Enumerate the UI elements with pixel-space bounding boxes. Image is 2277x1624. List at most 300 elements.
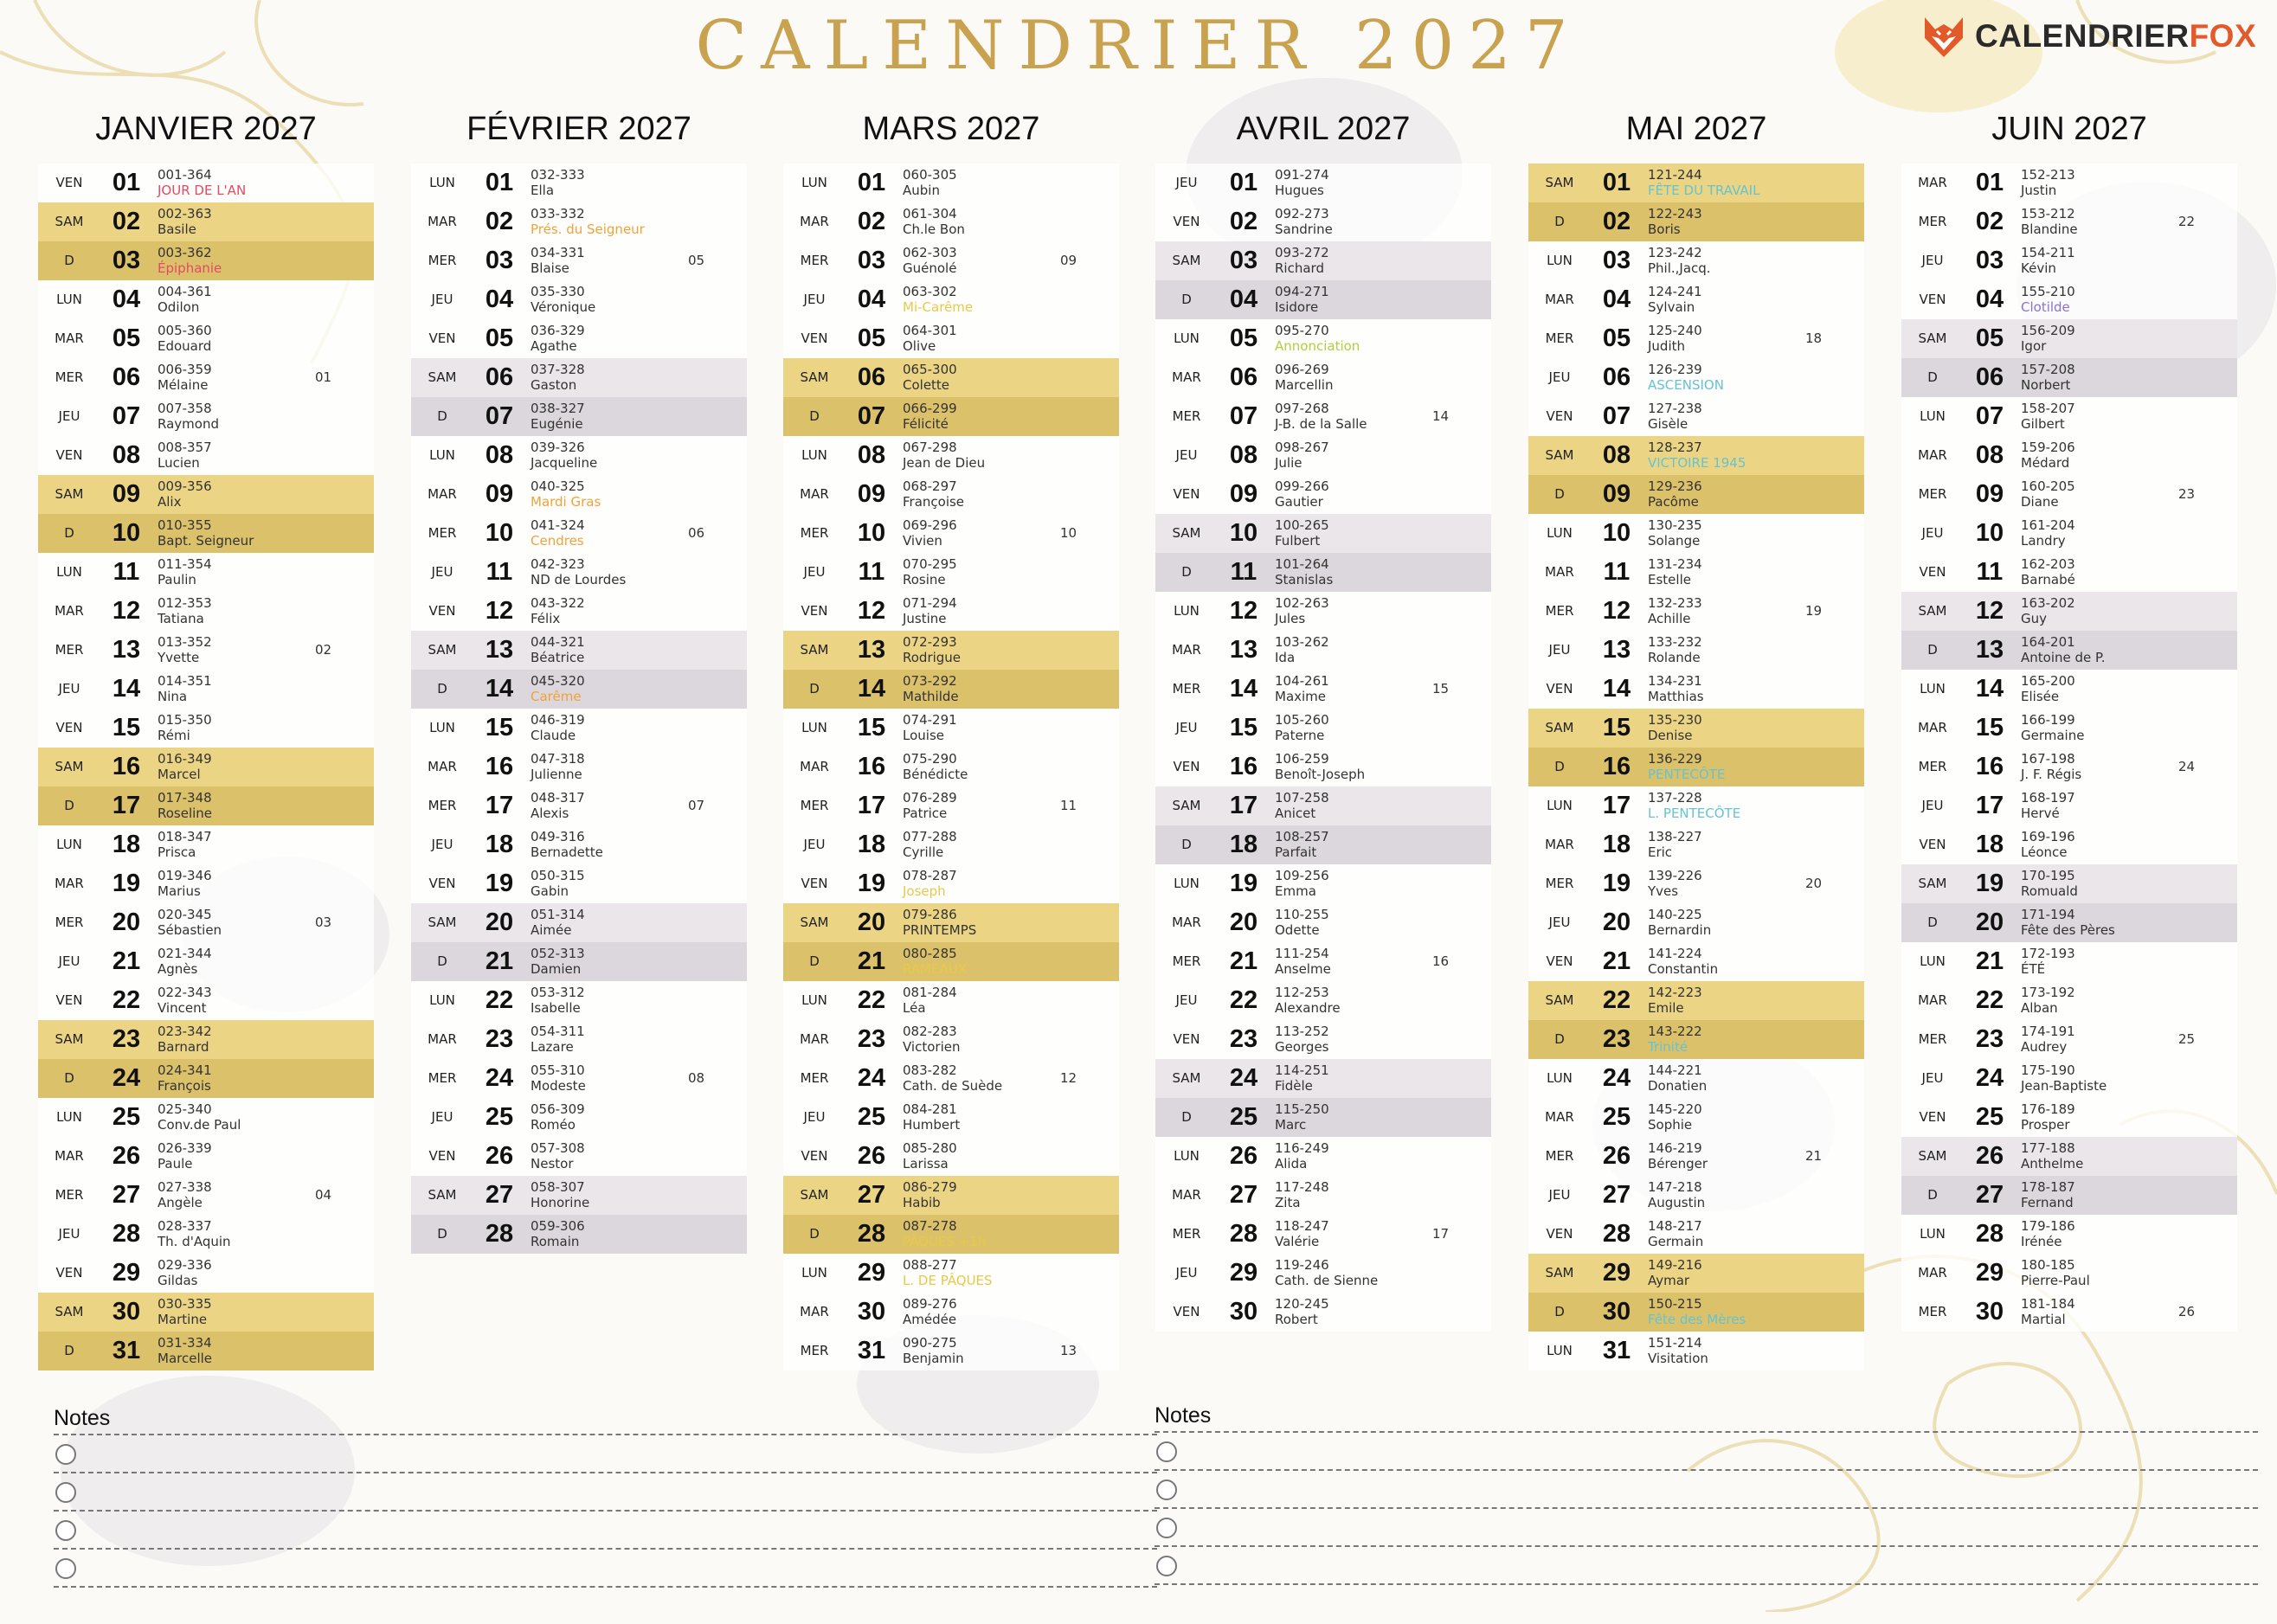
day-number: 17 [485, 792, 514, 819]
day-row[interactable] [1528, 670, 1864, 709]
day-row[interactable] [1155, 1059, 1491, 1098]
day-row[interactable] [38, 1098, 374, 1137]
day-row[interactable] [1155, 786, 1491, 825]
day-row[interactable] [1528, 1332, 1864, 1370]
day-row[interactable] [783, 1254, 1119, 1293]
day-row[interactable] [411, 358, 747, 397]
day-of-year-code: 105-260 [1275, 712, 1329, 728]
day-of-year-code: 005-360 [158, 323, 212, 338]
day-row[interactable] [411, 1215, 747, 1254]
day-number: 05 [485, 324, 514, 352]
day-number: 22 [857, 986, 886, 1014]
holiday-label: Fête des Mères [1648, 1312, 1746, 1327]
day-row[interactable] [411, 942, 747, 981]
saint-name: Pierre-Paul [2021, 1273, 2090, 1288]
day-number: 15 [112, 714, 141, 741]
day-row[interactable] [38, 241, 374, 280]
day-row[interactable] [1901, 553, 2237, 592]
day-row[interactable] [1901, 864, 2237, 903]
day-row[interactable] [38, 631, 374, 670]
day-row[interactable] [783, 631, 1119, 670]
day-row[interactable] [38, 319, 374, 358]
day-row[interactable] [783, 981, 1119, 1020]
day-row[interactable] [783, 1020, 1119, 1059]
saint-name: Cath. de Suède [903, 1078, 1003, 1094]
day-row[interactable] [1155, 592, 1491, 631]
day-row[interactable] [38, 164, 374, 202]
saint-name: Tatiana [158, 611, 204, 626]
day-row[interactable] [1528, 514, 1864, 553]
day-row[interactable] [1155, 475, 1491, 514]
note-line[interactable] [54, 1510, 1157, 1548]
saint-name: Bérenger [1648, 1156, 1708, 1171]
day-row[interactable] [1528, 436, 1864, 475]
day-row[interactable] [411, 1020, 747, 1059]
day-number: 03 [485, 247, 514, 274]
day-row[interactable] [783, 864, 1119, 903]
day-row[interactable] [1528, 592, 1864, 631]
day-row[interactable] [1528, 786, 1864, 825]
day-row[interactable] [38, 1137, 374, 1176]
day-row[interactable] [1901, 1254, 2237, 1293]
day-row[interactable] [1901, 202, 2237, 241]
day-row[interactable] [411, 709, 747, 748]
day-row[interactable] [411, 319, 747, 358]
day-row[interactable] [1901, 592, 2237, 631]
day-row[interactable] [1528, 1098, 1864, 1137]
day-row[interactable] [38, 1020, 374, 1059]
day-row[interactable] [783, 319, 1119, 358]
day-row[interactable] [38, 436, 374, 475]
day-of-week: D [1181, 837, 1192, 852]
day-row[interactable] [38, 670, 374, 709]
day-row[interactable] [783, 1332, 1119, 1370]
day-row[interactable] [38, 397, 374, 436]
day-row[interactable] [1528, 1254, 1864, 1293]
day-number: 01 [1229, 169, 1258, 196]
day-number: 03 [1602, 247, 1631, 274]
day-of-week: JEU [431, 1109, 453, 1125]
day-row[interactable] [1155, 903, 1491, 942]
day-row[interactable] [1528, 202, 1864, 241]
day-of-year-code: 068-297 [903, 478, 957, 494]
saint-name: Anthelme [2021, 1156, 2084, 1171]
day-row[interactable] [38, 280, 374, 319]
day-number: 22 [485, 986, 514, 1014]
day-row[interactable] [1528, 319, 1864, 358]
day-row[interactable] [38, 709, 374, 748]
day-row[interactable] [783, 1215, 1119, 1254]
day-row[interactable] [1155, 1020, 1491, 1059]
week-number: 07 [688, 798, 705, 813]
note-line[interactable] [1155, 1545, 2258, 1583]
day-row[interactable] [1155, 1293, 1491, 1332]
day-row[interactable] [1901, 358, 2237, 397]
saint-name: Alexis [531, 806, 569, 821]
saint-name: Guénolé [903, 260, 957, 276]
day-row[interactable] [1901, 1059, 2237, 1098]
day-row[interactable] [38, 514, 374, 553]
day-row[interactable] [1528, 748, 1864, 786]
day-row[interactable] [1155, 670, 1491, 709]
day-number: 20 [112, 908, 141, 936]
day-row[interactable] [1155, 709, 1491, 748]
note-line[interactable] [54, 1434, 1157, 1472]
day-row[interactable] [1528, 475, 1864, 514]
day-row[interactable] [411, 241, 747, 280]
day-of-week: MAR [1545, 564, 1574, 580]
day-row[interactable] [411, 825, 747, 864]
day-number: 28 [112, 1220, 141, 1248]
day-number: 10 [485, 519, 514, 547]
day-row[interactable] [1155, 748, 1491, 786]
day-number: 28 [1229, 1220, 1258, 1248]
day-of-week: VEN [428, 331, 456, 346]
day-number: 15 [485, 714, 514, 741]
checkbox-circle-icon[interactable] [1156, 1441, 1177, 1462]
day-row[interactable] [783, 1098, 1119, 1137]
saint-name: Bénédicte [903, 767, 968, 782]
day-row[interactable] [1901, 1020, 2237, 1059]
day-row[interactable] [1155, 436, 1491, 475]
day-of-year-code: 021-344 [158, 946, 212, 961]
day-row[interactable] [783, 786, 1119, 825]
day-of-year-code: 037-328 [531, 362, 585, 377]
day-of-year-code: 112-253 [1275, 985, 1329, 1000]
day-of-week: SAM [1918, 1148, 1947, 1164]
day-of-week: VEN [1919, 564, 1946, 580]
day-row[interactable] [38, 1332, 374, 1370]
checkbox-circle-icon[interactable] [1156, 1480, 1177, 1500]
day-of-year-code: 008-357 [158, 440, 212, 455]
day-row[interactable] [38, 1254, 374, 1293]
day-number: 25 [485, 1103, 514, 1131]
day-number: 21 [857, 947, 886, 975]
day-row[interactable] [783, 1293, 1119, 1332]
day-row[interactable] [38, 786, 374, 825]
day-row[interactable] [1901, 280, 2237, 319]
day-row[interactable] [411, 786, 747, 825]
day-of-week: SAM [428, 642, 457, 658]
day-row[interactable] [38, 1293, 374, 1332]
day-row[interactable] [411, 748, 747, 786]
day-of-year-code: 059-306 [531, 1218, 585, 1234]
day-row[interactable] [38, 592, 374, 631]
day-row[interactable] [1528, 981, 1864, 1020]
day-number: 27 [1602, 1181, 1631, 1209]
day-number: 03 [1975, 247, 2004, 274]
day-of-week: JEU [431, 837, 453, 852]
day-row[interactable] [411, 631, 747, 670]
checkbox-circle-icon[interactable] [55, 1444, 76, 1465]
saint-name: Audrey [2021, 1039, 2068, 1055]
day-row[interactable] [783, 1176, 1119, 1215]
holiday-label: FÊTE DU TRAVAIL [1648, 183, 1760, 198]
day-of-week: MAR [1918, 175, 1947, 190]
day-row[interactable] [411, 202, 747, 241]
day-row[interactable] [783, 1059, 1119, 1098]
day-row[interactable] [1155, 864, 1491, 903]
day-row[interactable] [411, 280, 747, 319]
note-line[interactable] [1155, 1469, 2258, 1507]
day-row[interactable] [1528, 164, 1864, 202]
day-of-week: JEU [803, 292, 826, 307]
day-number: 23 [1602, 1025, 1631, 1053]
day-of-year-code: 034-331 [531, 245, 585, 260]
week-number: 04 [315, 1187, 332, 1203]
saint-name: Cath. de Sienne [1275, 1273, 1379, 1288]
day-of-week: JEU [1548, 915, 1571, 930]
day-row[interactable] [1901, 631, 2237, 670]
day-row[interactable] [783, 825, 1119, 864]
day-row[interactable] [1155, 280, 1491, 319]
day-row[interactable] [38, 825, 374, 864]
day-row[interactable] [1155, 397, 1491, 436]
day-of-year-code: 001-364 [158, 167, 212, 183]
checkbox-circle-icon[interactable] [1156, 1518, 1177, 1538]
day-row[interactable] [1528, 358, 1864, 397]
day-row[interactable] [783, 670, 1119, 709]
day-row[interactable] [1901, 1176, 2237, 1215]
day-row[interactable] [38, 475, 374, 514]
checkbox-circle-icon[interactable] [1156, 1556, 1177, 1576]
day-row[interactable] [1155, 1254, 1491, 1293]
day-of-week: MER [1545, 876, 1574, 891]
day-row[interactable] [783, 280, 1119, 319]
saint-name: Françoise [903, 494, 965, 510]
day-row[interactable] [1901, 319, 2237, 358]
day-of-week: LUN [429, 447, 455, 463]
day-row[interactable] [411, 514, 747, 553]
day-of-year-code: 104-261 [1275, 673, 1329, 689]
day-row[interactable] [411, 1176, 747, 1215]
day-row[interactable] [1901, 164, 2237, 202]
day-row[interactable] [38, 1059, 374, 1098]
day-row[interactable] [783, 358, 1119, 397]
day-row[interactable] [1528, 241, 1864, 280]
day-row[interactable] [783, 397, 1119, 436]
day-row[interactable] [1155, 164, 1491, 202]
day-row[interactable] [38, 358, 374, 397]
day-row[interactable] [783, 202, 1119, 241]
day-of-week: LUN [429, 992, 455, 1008]
day-row[interactable] [1901, 397, 2237, 436]
day-row[interactable] [1155, 319, 1491, 358]
day-row[interactable] [783, 241, 1119, 280]
saint-name: Amédée [903, 1312, 957, 1327]
day-row[interactable] [411, 1098, 747, 1137]
day-row[interactable] [411, 475, 747, 514]
day-row[interactable] [1901, 942, 2237, 981]
day-row[interactable] [1155, 241, 1491, 280]
day-row[interactable] [1155, 981, 1491, 1020]
day-row[interactable] [1901, 903, 2237, 942]
day-of-year-code: 170-195 [2021, 868, 2075, 883]
day-of-year-code: 146-219 [1648, 1140, 1702, 1156]
day-row[interactable] [38, 903, 374, 942]
day-of-week: LUN [801, 992, 827, 1008]
day-row[interactable] [1901, 825, 2237, 864]
day-row[interactable] [783, 942, 1119, 981]
day-row[interactable] [1528, 397, 1864, 436]
day-row[interactable] [783, 709, 1119, 748]
saint-name: Visitation [1648, 1351, 1708, 1366]
day-of-year-code: 009-356 [158, 478, 212, 494]
checkbox-circle-icon[interactable] [55, 1558, 76, 1579]
day-number: 12 [1602, 597, 1631, 625]
day-row[interactable] [1155, 825, 1491, 864]
day-row[interactable] [38, 1176, 374, 1215]
day-row[interactable] [1528, 942, 1864, 981]
day-row[interactable] [783, 514, 1119, 553]
day-of-year-code: 158-207 [2021, 401, 2075, 416]
day-row[interactable] [38, 1215, 374, 1254]
day-row[interactable] [1528, 1215, 1864, 1254]
day-number: 07 [1229, 402, 1258, 430]
note-line[interactable] [1155, 1431, 2258, 1469]
saint-name: Aymar [1648, 1273, 1690, 1288]
day-row[interactable] [1155, 1215, 1491, 1254]
day-row[interactable] [1155, 202, 1491, 241]
day-row[interactable] [783, 553, 1119, 592]
day-row[interactable] [38, 864, 374, 903]
note-line[interactable] [54, 1472, 1157, 1510]
saint-name: Jules [1275, 611, 1306, 626]
day-row[interactable] [1528, 709, 1864, 748]
day-row[interactable] [1155, 631, 1491, 670]
day-row[interactable] [1528, 631, 1864, 670]
day-row[interactable] [783, 903, 1119, 942]
day-row[interactable] [1901, 436, 2237, 475]
note-line[interactable] [54, 1548, 1157, 1586]
day-row[interactable] [1901, 1293, 2237, 1332]
day-row[interactable] [1528, 553, 1864, 592]
day-row[interactable] [1528, 825, 1864, 864]
day-row[interactable] [1528, 864, 1864, 903]
day-row[interactable] [411, 903, 747, 942]
day-of-year-code: 129-236 [1648, 478, 1702, 494]
day-row[interactable] [1901, 1098, 2237, 1137]
day-number: 06 [112, 363, 141, 391]
note-line[interactable] [1155, 1507, 2258, 1545]
day-row[interactable] [1901, 241, 2237, 280]
day-row[interactable] [38, 202, 374, 241]
day-row[interactable] [1901, 981, 2237, 1020]
day-row[interactable] [1528, 1137, 1864, 1176]
day-row[interactable] [783, 1137, 1119, 1176]
day-number: 24 [485, 1064, 514, 1092]
day-row[interactable] [1155, 514, 1491, 553]
day-row[interactable] [38, 553, 374, 592]
day-of-year-code: 166-199 [2021, 712, 2075, 728]
day-number: 01 [1975, 169, 2004, 196]
week-number: 17 [1432, 1226, 1450, 1242]
day-of-year-code: 126-239 [1648, 362, 1702, 377]
day-row[interactable] [783, 436, 1119, 475]
day-row[interactable] [38, 748, 374, 786]
day-row[interactable] [1155, 1098, 1491, 1137]
day-of-year-code: 026-339 [158, 1140, 212, 1156]
day-row[interactable] [411, 1137, 747, 1176]
day-of-year-code: 081-284 [903, 985, 957, 1000]
brand-logo[interactable] [1920, 12, 2256, 61]
day-row[interactable] [411, 864, 747, 903]
day-row[interactable] [1901, 514, 2237, 553]
day-row[interactable] [1901, 1215, 2237, 1254]
day-row[interactable] [783, 164, 1119, 202]
note-line[interactable] [54, 1586, 1157, 1624]
day-row[interactable] [1901, 1137, 2237, 1176]
day-of-year-code: 032-333 [531, 167, 585, 183]
day-of-week: LUN [1174, 331, 1200, 346]
saint-name: Justin [2021, 183, 2057, 198]
day-row[interactable] [1155, 1137, 1491, 1176]
saint-name: Marcelle [158, 1351, 213, 1366]
day-row[interactable] [411, 553, 747, 592]
day-number: 26 [112, 1142, 141, 1170]
day-of-year-code: 124-241 [1648, 284, 1702, 299]
day-row[interactable] [1901, 786, 2237, 825]
day-row[interactable] [1528, 1059, 1864, 1098]
week-number: 19 [1805, 603, 1823, 619]
day-of-week: SAM [800, 915, 829, 930]
day-row[interactable] [1528, 903, 1864, 942]
day-row[interactable] [411, 981, 747, 1020]
saint-name: Hugues [1275, 183, 1324, 198]
day-row[interactable] [783, 592, 1119, 631]
day-of-year-code: 023-342 [158, 1024, 212, 1039]
day-row[interactable] [411, 436, 747, 475]
day-row[interactable] [1901, 709, 2237, 748]
day-row[interactable] [1528, 1293, 1864, 1332]
day-row[interactable] [783, 475, 1119, 514]
day-row[interactable] [1155, 358, 1491, 397]
day-row[interactable] [411, 592, 747, 631]
day-row[interactable] [411, 164, 747, 202]
day-row[interactable] [1528, 1020, 1864, 1059]
day-row[interactable] [1901, 670, 2237, 709]
day-row[interactable] [1528, 1176, 1864, 1215]
day-row[interactable] [1155, 942, 1491, 981]
day-of-week: SAM [428, 915, 457, 930]
day-row[interactable] [783, 748, 1119, 786]
day-row[interactable] [38, 981, 374, 1020]
saint-name: Gildas [158, 1273, 198, 1288]
checkbox-circle-icon[interactable] [55, 1520, 76, 1541]
day-of-year-code: 054-311 [531, 1024, 585, 1039]
day-row[interactable] [411, 397, 747, 436]
day-row[interactable] [1901, 748, 2237, 786]
saint-name: Bapt. Seigneur [158, 533, 254, 549]
checkbox-circle-icon[interactable] [55, 1482, 76, 1503]
day-of-week: VEN [428, 1148, 456, 1164]
day-row[interactable] [1155, 553, 1491, 592]
note-line[interactable] [1155, 1583, 2258, 1621]
day-row[interactable] [1901, 475, 2237, 514]
day-of-week: VEN [55, 447, 83, 463]
day-of-week: LUN [429, 175, 455, 190]
saint-name: Benoît-Joseph [1275, 767, 1366, 782]
day-of-week: MAR [1918, 992, 1947, 1008]
day-of-week: MAR [55, 1148, 84, 1164]
day-row[interactable] [411, 670, 747, 709]
day-row[interactable] [1155, 1176, 1491, 1215]
day-of-year-code: 043-322 [531, 595, 585, 611]
day-row[interactable] [38, 942, 374, 981]
day-row[interactable] [411, 1059, 747, 1098]
saint-name: Sylvain [1648, 299, 1695, 315]
day-row[interactable] [1528, 280, 1864, 319]
